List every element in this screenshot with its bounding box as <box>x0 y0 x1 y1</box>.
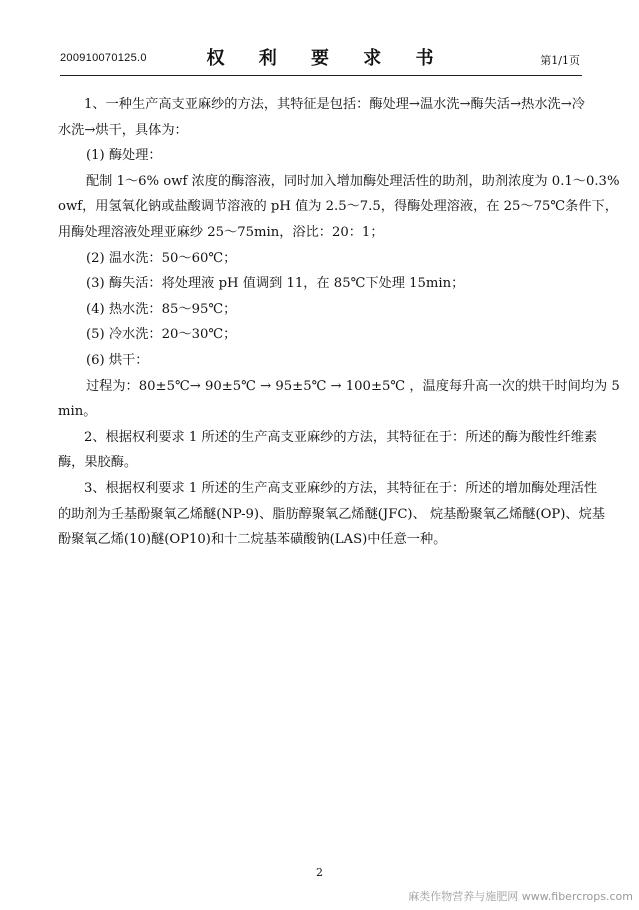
application-number: 200910070125.0 <box>60 52 147 64</box>
page-number: 2 <box>316 866 323 879</box>
step-5: (5) 冷水洗：20～30℃； <box>86 327 237 343</box>
claim-2-line: 2、根据权利要求 1 所述的生产高支亚麻纱的方法，其特征在于：所述的酶为酸性纤维素 <box>84 429 598 445</box>
step-4: (4) 热水洗：85～95℃； <box>86 301 237 317</box>
header-rule <box>60 75 582 76</box>
page-info: 第1/1页 <box>540 54 580 67</box>
claim-3-line: 酚聚氧乙烯(10)醚(OP10)和十二烷基苯磺酸钠(LAS)中任意一种。 <box>58 532 447 548</box>
claim-2-line: 酶，果胶酶。 <box>58 455 138 471</box>
step-3: (3) 酶失活：将处理液 pH 值调到 11，在 85℃下处理 15min； <box>86 276 465 292</box>
step-6-line: min。 <box>58 404 97 420</box>
claims-body <box>58 92 620 553</box>
step-2: (2) 温水洗：50～60℃； <box>86 250 237 266</box>
step-1-title: (1) 酶处理： <box>86 148 162 164</box>
claim-1-line: 水洗→烘干，具体为： <box>58 122 188 138</box>
document-title: 权 利 要 求 书 <box>206 48 448 69</box>
document-header <box>60 44 580 74</box>
claim-3-line: 3、根据权利要求 1 所述的生产高支亚麻纱的方法，其特征在于：所述的增加酶处理活性 <box>84 480 598 496</box>
claim-3-line: 的助剂为壬基酚聚氧乙烯醚(NP-9)、脂肪醇聚氧乙烯醚(JFC)、 烷基酚聚氧乙烯醚(OP)、烷基 <box>58 506 605 522</box>
step-1-line: 用酶处理溶液处理亚麻纱 25～75min，浴比：20：1； <box>58 224 384 240</box>
claim-1-line: 1、一种生产高支亚麻纱的方法，其特征是包括：酶处理→温水洗→酶失活→热水洗→冷 <box>84 97 585 112</box>
step-1-line: 配制 1～6% owf 浓度的酶溶液，同时加入增加酶处理活性的助剂，助剂浓度为 0.1～0.3% <box>86 173 620 189</box>
step-6-line: 过程为：80±5℃→ 90±5℃ → 95±5℃ → 100±5℃ ，温度每升高一次的烘干时间均为 5 <box>86 378 620 394</box>
watermark: 麻类作物营养与施肥网 www.fibercrops.com <box>408 890 633 903</box>
step-1-line: owf，用氢氧化钠或盐酸调节溶液的 pH 值为 2.5～7.5，得酶处理溶液，在 25～75℃条件下， <box>58 199 618 215</box>
step-6-title: (6) 烘干： <box>86 352 149 368</box>
